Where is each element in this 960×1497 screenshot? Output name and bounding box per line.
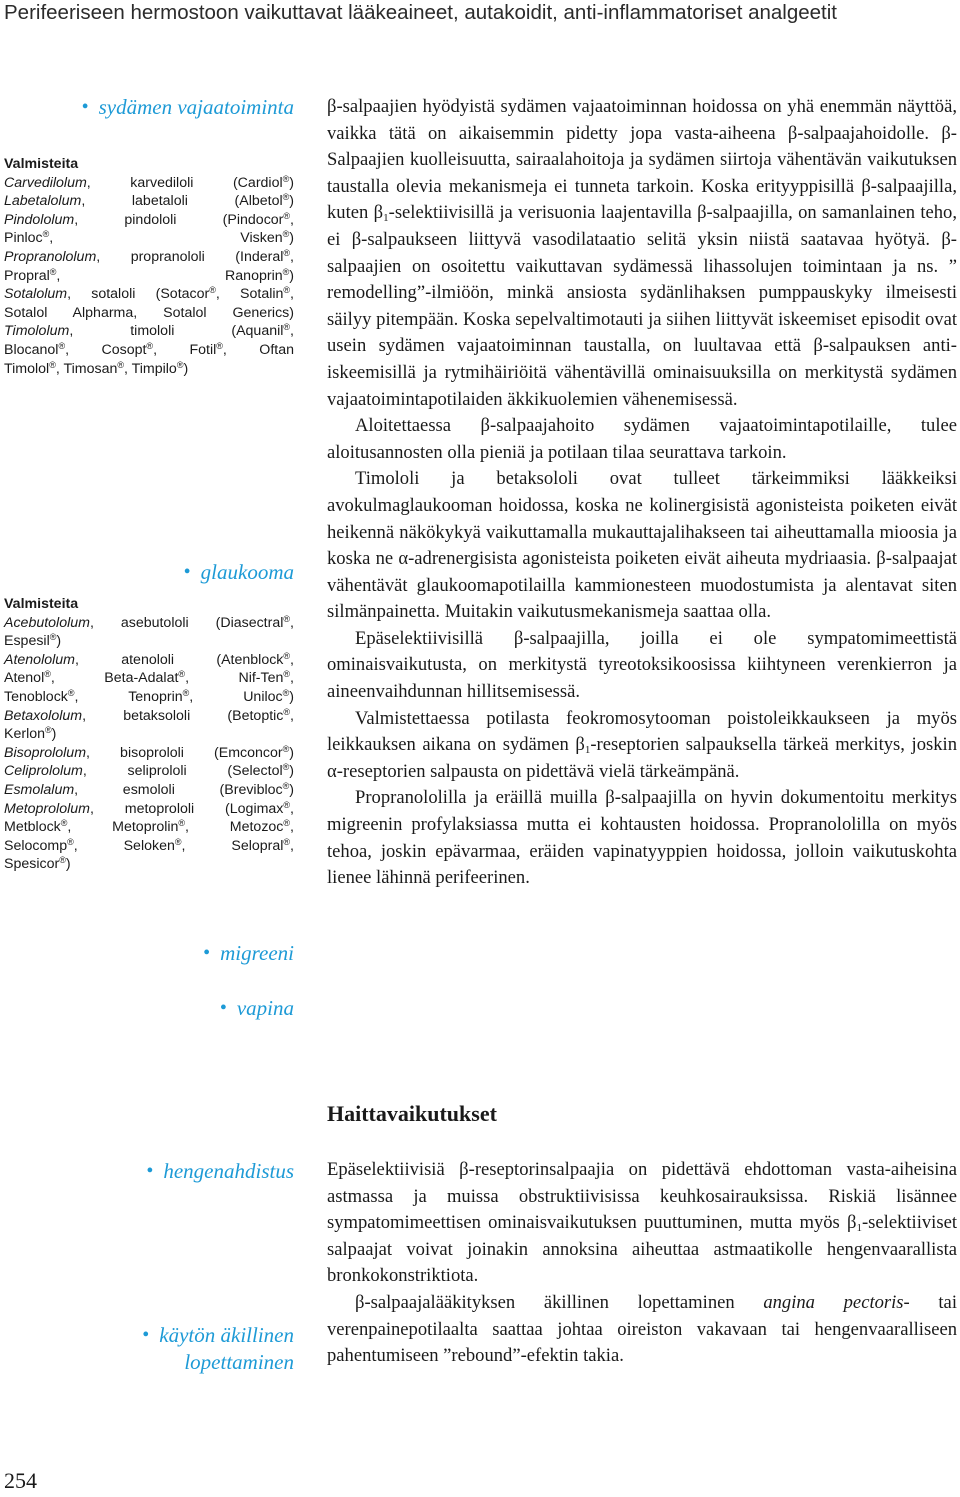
paragraph-heart-failure: β-salpaajien hyödyistä sydämen vajaatoiminnan hoidossa on yhä enemmän näyttöä, vaikka tätä on aikaisemmin pidetty jopa vasta-aiheena β-salpaajahoidolle. β-Salpaajien kuolleisuutta, sairaalahoitoja ja sydämen siirtoja vähentävän vaikutuksen taustalla olevia mekanismeja ei tunneta tarkoin. Koska erityyppisillä β-salpaajilla, kuten $\beta_1$-selektiivisillä ja verisuonia laajentavilla β-salpaajilla, on samanlainen teho, ei β-salpaukseen liittyvä vasodilataatio selitä yksin niistä saatavaa hyötyä. β-salpaajien on osoitettu vaikuttavan sydämessä lihassolujen toimintaan ja ns. ” remodelling”-ilmiöön, minkä ansiosta sydänlihaksen pumppauskyky ilmeisesti säilyy pitempään. Koska sepelvaltimotauti ja siihen liittyvät iskeemiset episodit ovat usein sydämen vajaatoiminnan taustalla, on luultavaa että β-salpauksen anti-iskeemisillä ja rytmihäiriöitä vähentävillä ominaisuuksilla on merkitystä sydämen vajaatoimintapotilaiden äkkikuolemien vähenemisessä. — [327, 96, 958, 410]
drug-list-line: Blocanol®, Cosopt®, Fotil®, Oftan — [4, 340, 294, 358]
drug-list-line: Carvedilolum, karvediloli (Cardiol®) — [4, 173, 294, 191]
registered-mark: ® — [45, 725, 52, 736]
paragraph-abrupt-withdrawal: β-salpaajalääkityksen äkillinen lopettaminen angina pectoris- tai verenpainepotilaalta saattaa johtaa oireiston vakavaan tai hengenvaaralliseen pahentumiseen ”rebound”-efektin takia. — [327, 1291, 957, 1367]
margin-keyword-heart-failure: • sydämen vajaatoiminta — [81, 95, 294, 119]
drug-list-line: Propranololum, propranololi (Inderal®, — [4, 247, 294, 265]
registered-mark: ® — [282, 743, 290, 754]
registered-mark: ® — [178, 818, 186, 829]
drug-list-line: Metoprololum, metoprololi (Logimax®, — [4, 799, 294, 817]
margin-keyword-bronchospasm: • hengenahdistus — [146, 1159, 294, 1183]
registered-mark: ® — [283, 799, 291, 810]
registered-mark: ® — [59, 855, 66, 866]
registered-mark: ® — [209, 285, 216, 296]
registered-mark: ® — [117, 359, 124, 370]
registered-mark: ® — [282, 780, 290, 791]
drug-list-line: Timololum, timololi (Aquanil®, — [4, 322, 294, 340]
drug-list-heading: Valmisteita — [4, 156, 79, 172]
margin-keyword-tremor: • vapina — [219, 996, 294, 1020]
paragraph-migraine-tremor: Propranololilla ja eräillä muilla β-salpaajilla on hyvin dokumentoitu merkitys migreenin profylaksiassa mutta ei kohtausten hoidossa. Propranololilla on myös tehoa, joskin epävarmaa, eräiden vapinatyyppien hoidossa, jolloin vaikutuskohta lienee lähinnä perifeerinen. — [327, 787, 957, 889]
registered-mark: ® — [174, 836, 182, 847]
drug-list-line: Propral®, Ranoprin®) — [4, 266, 294, 284]
paragraph-thyrotoxicosis: Epäselektiivisillä β-salpaajilla, joilla ei ole sympatomimeettistä ominaisvaikutusta, on merkitystä tyreotoksikoosissa kiihtyneen verenkierron ja aineenvaihdunnan hillitsemisessä. — [327, 627, 957, 703]
registered-mark: ® — [283, 210, 291, 221]
adverse-effects-text — [327, 1157, 957, 1370]
bullet-icon: • — [146, 1160, 154, 1182]
registered-mark: ® — [282, 687, 290, 698]
registered-mark: ® — [282, 192, 290, 203]
drug-list-glaucoma — [4, 595, 294, 874]
registered-mark: ® — [44, 669, 51, 680]
drug-list-line: Pindololum, pindololi (Pindocor®, — [4, 210, 294, 228]
paragraph-pheochromocytoma: Valmistettaessa potilasta feokromosytooman poistoleikkaukseen ja myös leikkauksen aikana on sydämen $\beta_1$-reseptorien salpauksella tärkeä merkitys, joskin α-reseptorien salpausta on pidettävä vielä tärkeämpänä. — [327, 707, 957, 782]
drug-list-line: Selocomp®, Seloken®, Selopral®, — [4, 836, 294, 854]
registered-mark: ® — [67, 836, 74, 847]
registered-mark: ® — [282, 173, 290, 184]
drug-list-line: Timolol®, Timosan®, Timpilo®) — [4, 359, 189, 377]
drug-list-heading: Valmisteita — [4, 596, 79, 612]
drug-list-line: Betaxololum, betaksololi (Betoptic®, — [4, 706, 294, 724]
drug-list-line: Espesil®) — [4, 632, 62, 650]
registered-mark: ® — [283, 836, 291, 847]
section-title-adverse-effects: Haittavaikutukset — [327, 1101, 497, 1126]
registered-mark: ® — [283, 669, 291, 680]
paragraph-glaucoma: Timololi ja betaksololi ovat tulleet tärkeimmiksi lääkkeiksi avokulmaglaukooman hoidossa, koska ne kolinergisistä agonisteista poiketen eivät heikennä näkökykyä vaikuttamalla mukauttajalihakseen tai aiheuttamalla mioosia ja koska ne α-adrenergisista agonisteista poiketen eivät aiheuta mydriaasia. β-salpaajat vähentävät glaukoomapotilailla kammionesteen muodostumista ja alentavat siten silmänpainetta. Muitakin vaikutusmekanismeja saattaa olla. — [327, 468, 957, 623]
paragraph-bronchospasm: Epäselektiivisiä β-reseptorinsalpaajia on pidettävä ehdottoman vasta-aiheisina astmassa ja muissa obstruktiivisissa keuhkosairauksissa. Riskiä lisännee sympatomimeettisen ominaisvaikutuksen puuttuminen, mutta myös $\beta_1$-selektiiviset salpaajat voivat joinakin annoksina aiheuttaa astmaatikolle hengenvaarallista bronkokonstriktiota. — [327, 1159, 957, 1287]
drug-list-line: Atenol®, Beta-Adalat®, Nif-Ten®, — [4, 669, 294, 687]
bullet-icon: • — [219, 997, 227, 1019]
running-header: Perifeeriseen hermostoon vaikuttavat lääkeaineet, autakoidit, anti-inflammatoriset analgeetit — [4, 1, 837, 24]
registered-mark: ® — [49, 266, 57, 277]
registered-mark: ® — [42, 229, 50, 240]
margin-keyword-glaucoma: • glaukooma — [183, 560, 294, 584]
bullet-icon: • — [142, 1324, 150, 1346]
registered-mark: ® — [176, 359, 184, 370]
drug-list-heart-failure — [4, 155, 294, 378]
drug-list-line: Sotalol Alpharma, Sotalol Generics) — [4, 304, 294, 321]
paragraph-dose-start: Aloitettaessa β-salpaajahoito sydämen vajaatoimintapotilaille, tulee aloitusannosten olla pieniä ja potilaan tilaa seurattava tarkoin. — [327, 415, 957, 463]
page-number: 254 — [4, 1468, 37, 1493]
drug-list-line: Bisoprololum, bisoprololi (Emconcor®) — [4, 743, 294, 761]
margin-keyword-abrupt-stop: • käytön äkillinen — [142, 1323, 294, 1347]
drug-list-line: Labetalolum, labetaloli (Albetol®) — [4, 192, 294, 210]
registered-mark: ® — [282, 229, 290, 240]
registered-mark: ® — [67, 687, 75, 698]
registered-mark: ® — [283, 818, 291, 829]
registered-mark: ® — [49, 632, 57, 643]
drug-list-line: Atenololum, atenololi (Atenblock®, — [4, 650, 294, 668]
registered-mark: ® — [58, 340, 66, 351]
registered-mark: ® — [178, 669, 186, 680]
registered-mark: ® — [282, 266, 290, 277]
registered-mark: ® — [282, 762, 290, 773]
main-text-column — [327, 94, 957, 892]
registered-mark: ® — [283, 285, 291, 296]
bullet-icon: • — [203, 942, 211, 964]
bullet-icon: • — [183, 561, 191, 583]
registered-mark: ® — [60, 818, 68, 829]
bullet-icon: • — [81, 96, 89, 118]
drug-list-line: Tenoblock®, Tenoprin®, Uniloc®) — [4, 687, 294, 705]
drug-list-line: Pinloc®, Visken®) — [4, 229, 294, 247]
registered-mark: ® — [283, 650, 291, 661]
drug-list-line: Acebutololum, asebutololi (Diasectral®, — [4, 613, 294, 631]
registered-mark: ® — [283, 322, 291, 333]
registered-mark: ® — [283, 613, 291, 624]
drug-list-line: Sotalolum, sotaloli (Sotacor®, Sotalin®, — [4, 285, 294, 303]
drug-list-line: Esmolalum, esmololi (Brevibloc®) — [4, 780, 294, 798]
drug-list-line: Kerlon®) — [4, 725, 57, 743]
registered-mark: ® — [216, 340, 223, 351]
registered-mark: ® — [283, 706, 291, 717]
registered-mark: ® — [283, 247, 291, 258]
registered-mark: ® — [182, 687, 190, 698]
drug-list-line: Metblock®, Metoprolin®, Metozoc®, — [4, 818, 294, 836]
drug-list-line: Spesicor®) — [4, 855, 71, 873]
drug-list-line: Celiprololum, seliprololi (Selectol®) — [4, 762, 294, 780]
registered-mark: ® — [146, 340, 154, 351]
margin-keyword-abrupt-stop-line2: lopettaminen — [184, 1350, 294, 1374]
margin-keyword-migraine: • migreeni — [203, 941, 294, 965]
registered-mark: ® — [49, 359, 56, 370]
